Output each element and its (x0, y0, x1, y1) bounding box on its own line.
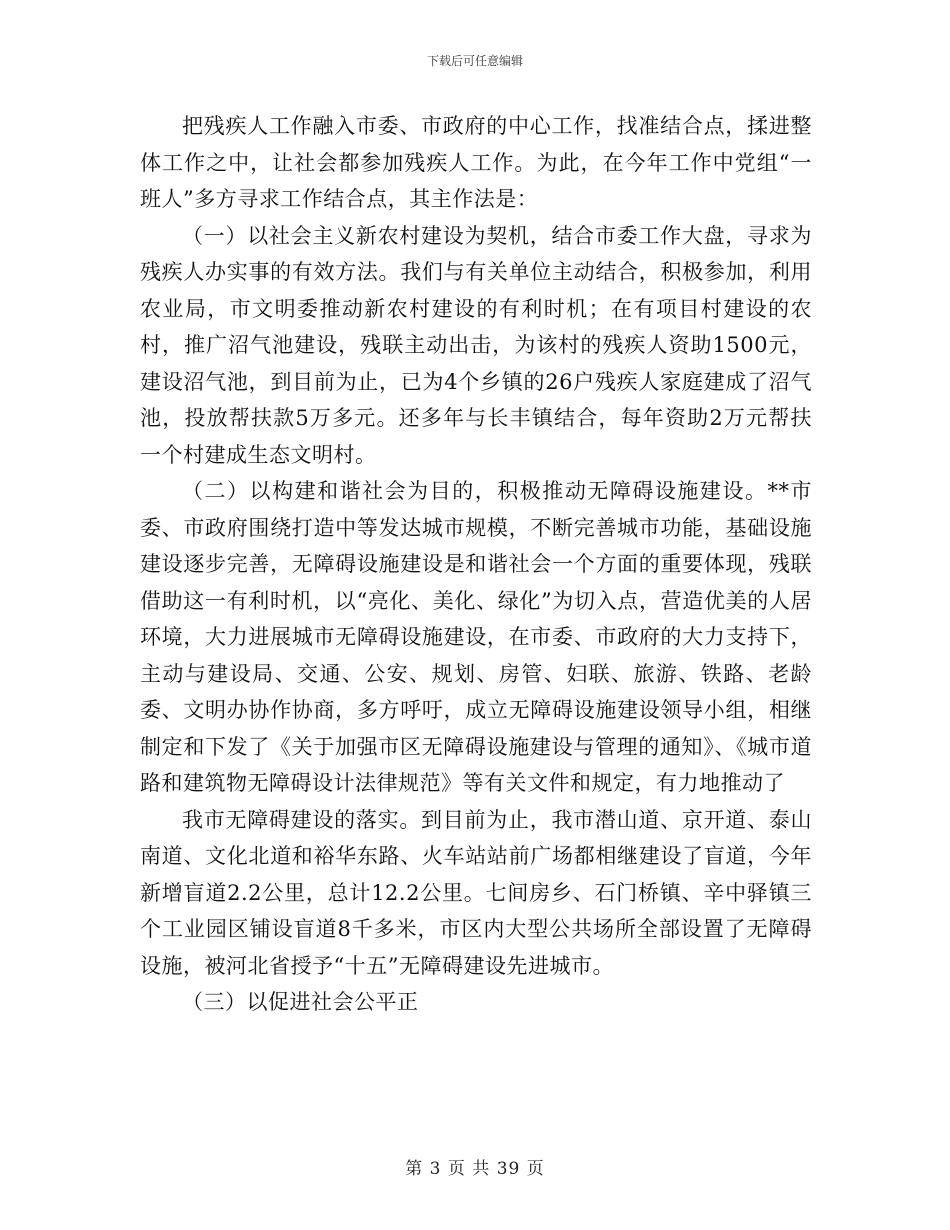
document-body (140, 108, 812, 1021)
paragraph-section-1: （一）以社会主义新农村建设为契机，结合市委工作大盘，寻求为残疾人办实事的有效方法。我们与有关单位主动结合，积极参加，利用农业局，市文明委推动新农村建设的有利时机；在有项目村建设的农村，推广沼气池建设，残联主动出击，为该村的残疾人资助1500元，建设沼气池，到目前为止，已为4个乡镇的26户残疾人家庭建成了沼气池，投放帮扶款5万多元。还多年与长丰镇结合，每年资助2万元帮扶一个村建成生态文明村。 (140, 223, 812, 467)
paragraph-section-2-continued: 我市无障碍建设的落实。到目前为止，我市潜山道、京开道、泰山南道、文化北道和裕华东路、火车站站前广场都相继建设了盲道，今年新增盲道2.2公里，总计12.2公里。七间房乡、石门桥镇、辛中驿镇三个工业园区铺设盲道8千多米，市区内大型公共场所全部设置了无障碍设施，被河北省授予“十五”无障碍建设先进城市。 (140, 807, 812, 978)
page-footer (0, 1154, 950, 1179)
paragraph-section-2: （二）以构建和谐社会为目的，积极推动无障碍设施建设。**市委、市政府围绕打造中等发达城市规模，不断完善城市功能，基础设施建设逐步完善，无障碍设施建设是和谐社会一个方面的重要体现，残联借助这一有利时机，以“亮化、美化、绿化”为切入点，营造优美的人居环境，大力进展城市无障碍设施建设，在市委、市政府的大力支持下，主动与建设局、交通、公安、规划、房管、妇联、旅游、铁路、老龄委、文明办协作协商，多方呼吁，成立无障碍设施建设领导小组，相继制定和下发了《关于加强市区无障碍设施建设与管理的通知》、《城市道路和建筑物无障碍设计法律规范》等有关文件和规定，有力地推动了 (140, 479, 812, 795)
header-note: 下载后可任意编辑 (426, 54, 523, 68)
page-number: 第 3 页 共 39 页 (405, 1159, 545, 1179)
paragraph-section-3: （三）以促进社会公平正 (182, 990, 419, 1014)
paragraph-intro: 把残疾人工作融入市委、市政府的中心工作，找准结合点，揉进整体工作之中，让社会都参加残疾人工作。为此，在今年工作中党组“一班人”多方寻求工作结合点，其主作法是： (140, 114, 812, 211)
